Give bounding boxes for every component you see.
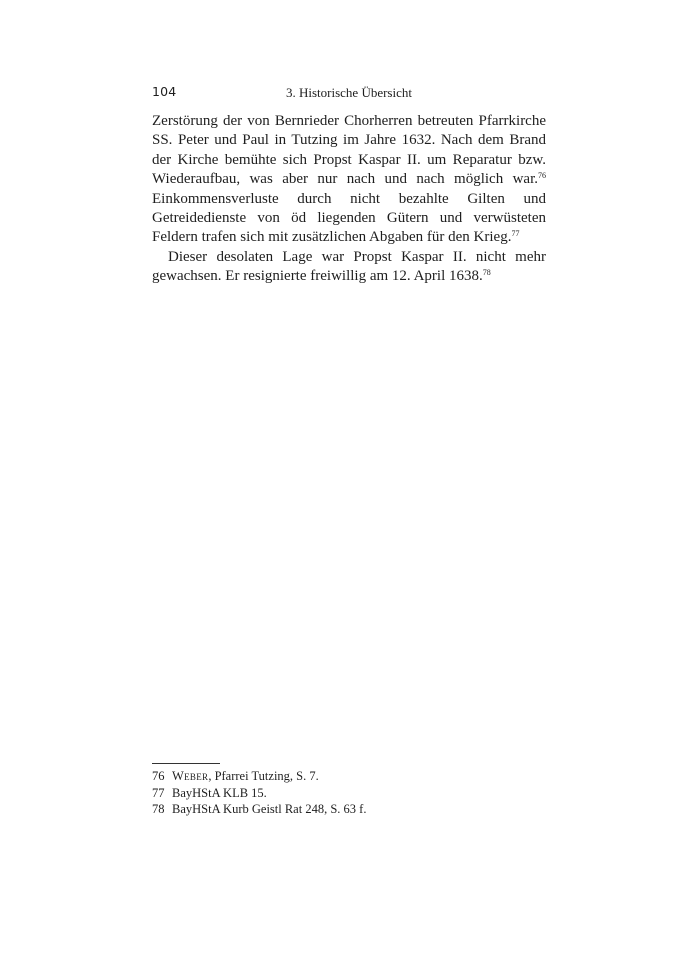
footnote-number: 77 [152,785,165,800]
footnote-citation: , Pfarrei Tutzing, S. 7. [208,769,319,783]
footnote-ref-76[interactable]: 76 [538,171,546,181]
running-head [152,84,546,104]
footnote-76 [152,768,546,785]
footnote-citation: BayHStA Kurb Geistl Rat 248, S. 63 f. [172,802,367,816]
footnote-77 [152,785,546,802]
page-number: 104 [152,84,177,99]
footnote-author: Weber [172,769,209,783]
footnote-78 [152,801,546,818]
footnotes [152,768,546,818]
footnote-divider [152,763,220,764]
paragraph-1-text-a: Zerstörung der von Bernrieder Chorherren betreuten Pfarrkirche SS. Peter und Paul in Tutzing im Jahre 1632. Nach dem Brand der Kirche bemühte sich Propst Kaspar II. um Reparatur bzw. Wiederaufbau, was aber nur nach und nach möglich war. [152,113,546,188]
footnote-text [172,768,319,785]
footnote-ref-78[interactable]: 78 [482,268,491,278]
paragraph-1-text-b: Einkommensverluste durch nicht bezahlte Gilten und Getreidedienste von öd liegenden Gütern und verwüsteten Feldern trafen sich mit zusätzlichen Abgaben für den Krieg. [152,190,546,246]
footnote-citation: BayHStA KLB 15. [172,785,267,800]
footnote-number: 76 [152,769,165,783]
paragraph-2-text: Dieser desolaten Lage war Propst Kaspar II. nicht mehr gewachsen. Er resignierte freiwillig am 12. April 1638. [152,248,546,285]
footnote-number: 78 [152,802,165,816]
footnote-ref-77[interactable]: 77 [511,229,520,239]
body-text [152,112,546,287]
running-title: 3. Historische Übersicht [285,85,412,100]
paragraph-2 [152,248,546,287]
paragraph-1 [152,112,546,248]
